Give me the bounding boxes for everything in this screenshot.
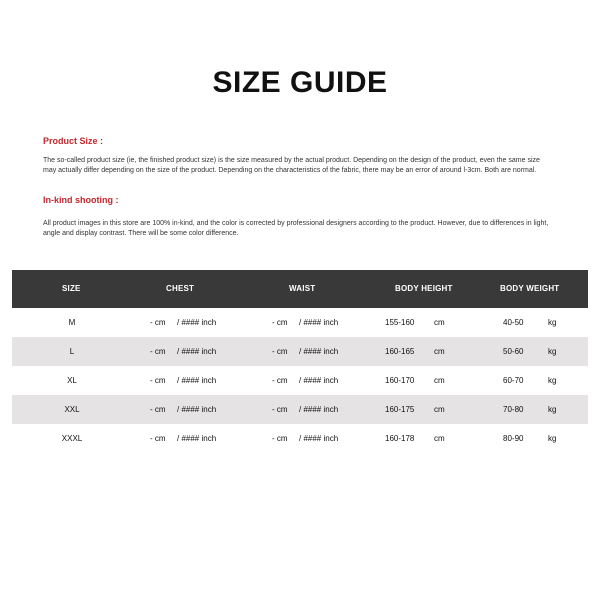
row-waist-inch: / #### inch bbox=[299, 347, 339, 356]
row-size: XXXL bbox=[61, 434, 83, 443]
table-row bbox=[12, 337, 588, 366]
row-body-height-unit: cm bbox=[434, 318, 445, 327]
row-waist-cm: - cm bbox=[272, 347, 288, 356]
header-body-weight: BODY WEIGHT bbox=[500, 284, 560, 293]
row-chest-cm: - cm bbox=[150, 318, 166, 327]
row-chest-cm: - cm bbox=[150, 405, 166, 414]
row-body-weight: 40-50 bbox=[503, 318, 524, 327]
row-body-weight-unit: kg bbox=[548, 405, 557, 414]
row-body-height-unit: cm bbox=[434, 347, 445, 356]
table-row bbox=[12, 308, 588, 337]
row-chest-inch: / #### inch bbox=[177, 318, 217, 327]
row-waist-inch: / #### inch bbox=[299, 318, 339, 327]
row-body-height-unit: cm bbox=[434, 405, 445, 414]
header-chest: CHEST bbox=[166, 284, 195, 293]
row-chest-inch: / #### inch bbox=[177, 376, 217, 385]
row-body-height: 160-175 bbox=[385, 405, 415, 414]
row-size: M bbox=[68, 318, 76, 327]
row-body-height-unit: cm bbox=[434, 434, 445, 443]
row-body-weight-unit: kg bbox=[548, 318, 557, 327]
table-row bbox=[12, 424, 588, 453]
row-waist-inch: / #### inch bbox=[299, 434, 339, 443]
row-chest-inch: / #### inch bbox=[177, 347, 217, 356]
table-row bbox=[12, 395, 588, 424]
row-waist-cm: - cm bbox=[272, 405, 288, 414]
row-chest-cm: - cm bbox=[150, 434, 166, 443]
size-table bbox=[12, 270, 588, 453]
in-kind-heading: In-kind shooting : bbox=[43, 195, 119, 205]
row-body-height-unit: cm bbox=[434, 376, 445, 385]
row-body-weight-unit: kg bbox=[548, 347, 557, 356]
row-body-height: 160-178 bbox=[385, 434, 415, 443]
row-body-height: 155-160 bbox=[385, 318, 415, 327]
row-body-weight: 80-90 bbox=[503, 434, 524, 443]
row-chest-inch: / #### inch bbox=[177, 434, 217, 443]
header-waist: WAIST bbox=[289, 284, 316, 293]
row-body-weight: 60-70 bbox=[503, 376, 524, 385]
page-title: SIZE GUIDE bbox=[212, 66, 388, 99]
row-body-weight: 70-80 bbox=[503, 405, 524, 414]
in-kind-text: All product images in this store are 100% in-kind, and the color is corrected by professional designers according to the product. However, due to differences in light, angle and display contrast. There will be some color difference. bbox=[43, 220, 549, 237]
row-size: XXL bbox=[64, 405, 80, 414]
row-waist-inch: / #### inch bbox=[299, 405, 339, 414]
product-size-heading: Product Size : bbox=[43, 136, 104, 146]
row-body-height: 160-170 bbox=[385, 376, 415, 385]
row-waist-cm: - cm bbox=[272, 434, 288, 443]
row-chest-cm: - cm bbox=[150, 347, 166, 356]
product-size-text: The so-called product size (ie, the finished product size) is the size measured by the actual product. Depending on the design of the product, even the same size may actually differ depending on the size of the product. Depending on the characteristics of the fabric, there may be an error of around l-3cm. Both are normal. bbox=[43, 157, 540, 174]
row-body-weight-unit: kg bbox=[548, 434, 557, 443]
header-size: SIZE bbox=[62, 284, 81, 293]
row-body-weight-unit: kg bbox=[548, 376, 557, 385]
row-body-height: 160-165 bbox=[385, 347, 415, 356]
table-body bbox=[12, 308, 588, 453]
row-waist-cm: - cm bbox=[272, 318, 288, 327]
row-size: L bbox=[69, 347, 75, 356]
row-waist-cm: - cm bbox=[272, 376, 288, 385]
row-chest-inch: / #### inch bbox=[177, 405, 217, 414]
row-chest-cm: - cm bbox=[150, 376, 166, 385]
header-body-height: BODY HEIGHT bbox=[395, 284, 453, 293]
row-size: XL bbox=[67, 376, 77, 385]
row-waist-inch: / #### inch bbox=[299, 376, 339, 385]
row-body-weight: 50-60 bbox=[503, 347, 524, 356]
table-row bbox=[12, 366, 588, 395]
table-header bbox=[12, 270, 588, 308]
